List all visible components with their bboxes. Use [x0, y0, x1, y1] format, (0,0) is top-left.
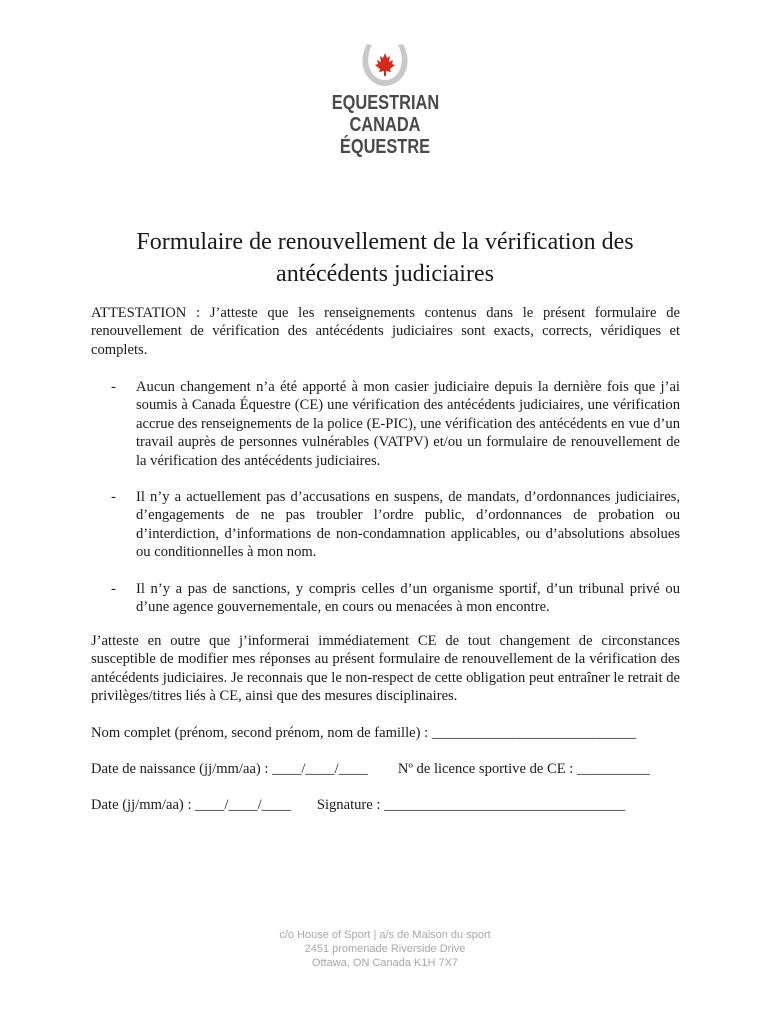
- bullet-text: Il n’y a pas de sanctions, y compris celles d’un organisme sportif, d’un tribunal privé ou d’une agence gouvernementale, en cours ou menacées à mon encontre.: [136, 580, 680, 616]
- licence-field[interactable]: __________: [577, 761, 650, 777]
- bullet-dash: -: [111, 489, 116, 506]
- bullet-text: Il n’y a actuellement pas d’accusations en suspens, de mandats, d’ordonnances judiciaires, d’engagements de ne pas troubler l’ordre public, d’ordonnances de probation ou d’interdiction, d’informations de non-condamnation applicables, ou d’absolutions absolues ou conditionnelles à mon nom.: [136, 489, 680, 561]
- list-item: [111, 488, 680, 562]
- signature-field[interactable]: _________________________________: [384, 797, 625, 813]
- licence-label: Nº de licence sportive de CE :: [397, 761, 577, 777]
- birth-date-label: Date de naissance (jj/mm/aa) :: [91, 761, 273, 777]
- bullet-dash: -: [111, 580, 116, 597]
- attestation-bullets: [111, 378, 680, 634]
- address-footer: [185, 928, 585, 970]
- footer-line-1: c/o House of Sport | a/s de Maison du sport: [279, 929, 491, 941]
- date-field[interactable]: ____/____/____: [195, 797, 291, 813]
- footer-line-3: Ottawa, ON Canada K1H 7X7: [311, 957, 459, 969]
- full-name-field[interactable]: ____________________________: [431, 725, 637, 741]
- birth-licence-row: [91, 760, 650, 778]
- equestrian-canada-logo: [320, 44, 450, 158]
- horseshoe-maple-leaf-icon: [357, 44, 413, 88]
- bullet-text: Aucun changement n’a été apporté à mon casier judiciaire depuis la dernière fois que j’ai soumis à Canada Équestre (CE) une vérification des antécédents judiciaires, une vérification accrue des renseignements de la police (E-PIC), une vérification des antécédents en vue d’un travail auprès de personnes vulnérables (VATPV) et/ou un formulaire de renouvellement de la vérification des antécédents judiciaires.: [136, 379, 680, 469]
- logo-wordmark: [332, 92, 439, 158]
- title-line-1: Formulaire de renouvellement de la vérification des: [136, 229, 634, 255]
- date-signature-row: [91, 796, 625, 814]
- attestation-paragraph: ATTESTATION : J’atteste que les renseignements contenus dans le présent formulaire de renouvellement de vérification des antécédents judiciaires sont exacts, corrects, véridiques et complets.: [91, 305, 680, 358]
- bullet-dash: -: [111, 379, 116, 395]
- logo-line-1: EQUESTRIAN: [331, 92, 440, 114]
- full-name-row: [91, 724, 636, 742]
- logo-line-2: CANADA: [349, 114, 421, 136]
- list-item: [111, 378, 680, 470]
- list-item: [111, 580, 680, 617]
- logo-line-3: ÉQUESTRE: [339, 136, 431, 158]
- signature-label: Signature :: [316, 797, 385, 813]
- title-line-2: antécédents judiciaires: [276, 261, 494, 287]
- full-name-label: Nom complet (prénom, second prénom, nom de famille) :: [91, 725, 432, 741]
- commitment-paragraph: J’atteste en outre que j’informerai immédiatement CE de tout changement de circonstances susceptible de modifier mes réponses au présent formulaire de renouvellement de la vérification des antécédents judiciaires. Je reconnais que le non-respect de cette obligation peut entraîner le retrait de privilèges/titres liés à CE, ainsi que des mesures disciplinaires.: [91, 633, 680, 705]
- page-title: [60, 226, 710, 290]
- date-label: Date (jj/mm/aa) :: [91, 797, 196, 813]
- footer-line-2: 2451 promenade Riverside Drive: [304, 943, 466, 955]
- birth-date-field[interactable]: ____/____/____: [272, 761, 368, 777]
